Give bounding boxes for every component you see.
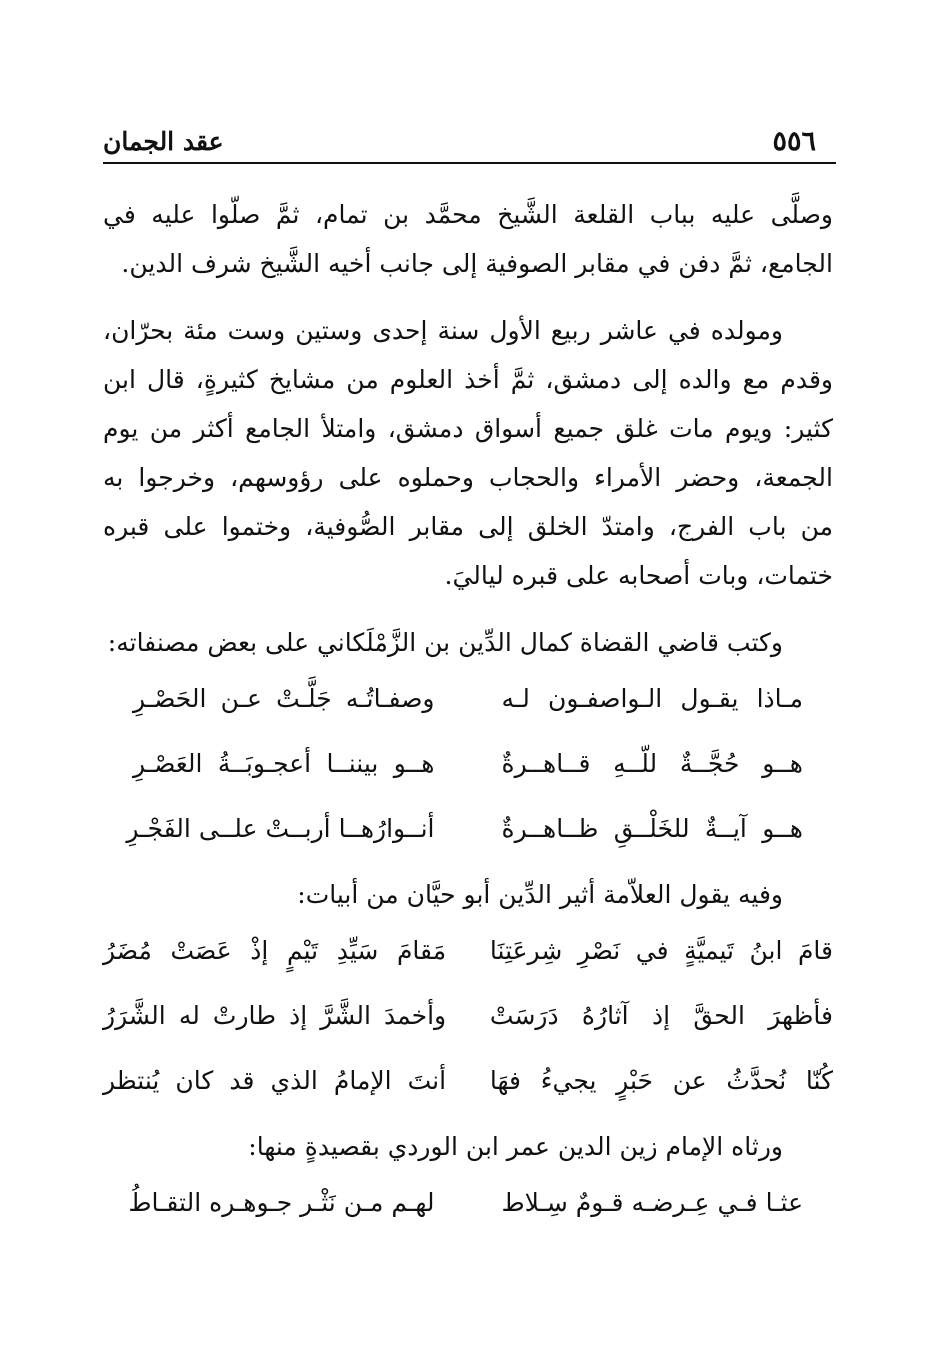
verse-second-hemistich: وصفـاتُـه جَلَّـتْ عـن الحَصْـرِ [133, 684, 435, 713]
verse-second-hemistich: لهـم مـن نَثْـر جـوهـره التقـاطُ [128, 1188, 435, 1217]
verse-second-hemistich: أنتَ الإمامُ الذي قد كان يُنتظر [103, 1066, 447, 1095]
running-title: عقد الجمان [103, 127, 224, 156]
text-line: كثير: ويوم مات غلق جميع أسواق دمشق، وامتلأ الجامع أكثر من يوم [103, 414, 833, 443]
verse-line [103, 805, 833, 853]
poem-intro-ibn-alwardi: ورثاه الإمام زين الدين عمر ابن الوردي بقصيدةٍ منها: [248, 1132, 783, 1161]
verse-first-hemistich: هــو حُجَّــةٌ للّــهِ قــاهــرةٌ [501, 749, 803, 778]
text-line: الجمعة، وحضر الأمراء والحجاب وحملوه على رؤوسهم، وخرجوا به [103, 463, 833, 492]
verse-second-hemistich: هــو بيننــا أعجـوبَــةُ العَصْـرِ [133, 749, 435, 778]
verse-second-hemistich: أنــوارُهــا أربــتْ علــى الفَجْـرِ [126, 814, 435, 843]
text-line: من باب الفرج، وامتدّ الخلق إلى مقابر الصُّوفية، وختموا على قبره [103, 512, 833, 541]
verse-line [103, 1057, 833, 1105]
verse-first-hemistich: قامَ ابنُ تَيميَّةٍ في نَصْرِ شِرعَتِنَا [489, 936, 833, 965]
paragraph-burial [103, 190, 833, 288]
text-line: وقدم مع والده إلى دمشق، ثمَّ أخذ العلوم من مشايخ كثيرةٍ، قال ابن [103, 365, 833, 394]
verse-first-hemistich: فأظهرَ الحقَّ إذ آثارُهُ دَرَسَتْ [489, 1001, 833, 1030]
verse-second-hemistich: وأخمدَ الشَّرَّ إذ طارتْ له الشَّرَرُ [103, 1001, 447, 1030]
verse-second-hemistich: مَقامَ سَيِّدِ تَيْمٍ إذْ عَصَتْ مُضَرُ [103, 936, 447, 965]
text-line: الجامع، ثمَّ دفن في مقابر الصوفية إلى جانب أخيه الشَّيخ شرف الدين. [121, 249, 833, 278]
verse-line [103, 927, 833, 975]
verse-first-hemistich: هــو آيــةٌ للخَلْــقِ ظــاهــرةٌ [501, 814, 803, 843]
poem-intro-zamlakani: وكتب قاضي القضاة كمال الدِّين بن الزَّمْلَكاني على بعض مصنفاته: [107, 628, 783, 657]
poem-intro-abu-hayyan: وفيه يقول العلاّمة أثير الدِّين أبو حيَّان من أبيات: [297, 880, 783, 909]
verse-first-hemistich: عثـا فـي عِـرضـه قـومٌ سِـلاط [501, 1188, 803, 1217]
verse-line [103, 1179, 833, 1227]
page-number: ٥٥٦ [772, 126, 816, 157]
verse-first-hemistich: كُنّا نُحدَّثُ عن حَبْرٍ يجيءُ فهَا [489, 1066, 833, 1095]
verse-line [103, 675, 833, 723]
verse-first-hemistich: مـاذا يقـول الـواصفـون لـه [501, 684, 803, 713]
verse-line [103, 992, 833, 1040]
paragraph-birth [103, 306, 833, 600]
text-line: وصلَّى عليه بباب القلعة الشَّيخ محمَّد بن تمام، ثمَّ صلّوا عليه في [103, 200, 833, 229]
page-body [103, 190, 833, 1244]
verse-line [103, 740, 833, 788]
page-header [103, 122, 836, 164]
text-line: ختمات، وبات أصحابه على قبره لياليَ. [444, 561, 833, 590]
text-line: ومولده في عاشر ربيع الأول سنة إحدى وستين وست مئة بحرّان، [103, 316, 783, 345]
